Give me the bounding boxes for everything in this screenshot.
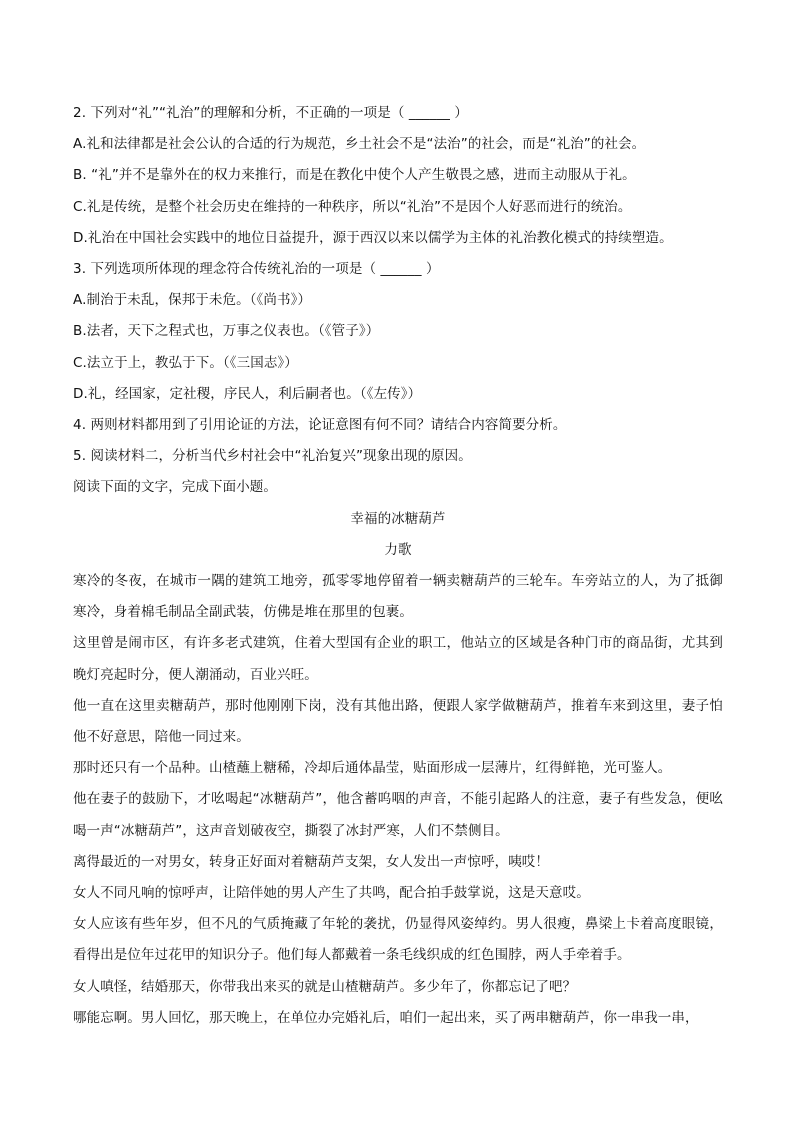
question-2-option-c: C.礼是传统，是整个社会历史在维持的一种秩序，所以“礼治”不是因个人好恶而进行的统治。 bbox=[73, 198, 632, 215]
article-paragraph: 这里曾是闹市区，有许多老式建筑，住着大型国有企业的职工，他站立的区域是各种门市的商品街，尤其到晚灯亮起时分，便人潮涌动，百业兴旺。 bbox=[73, 635, 723, 683]
article-paragraph: 他在妻子的鼓励下，才吆喝起“冰糖葫芦”，他含蓄呜咽的声音，不能引起路人的注意，妻子有些发急，便吆喝一声“冰糖葫芦”，这声音划破夜空，撕裂了冰封严寒，人们不禁侧目。 bbox=[73, 791, 723, 839]
article-title: 幸福的冰糖葫芦 bbox=[350, 510, 446, 527]
question-3-option-a: A.制治于未乱，保邦于未危。（《尚书》） bbox=[73, 292, 312, 309]
article-paragraph: 女人不同凡响的惊呼声，让陪伴她的男人产生了共鸣，配合拍手鼓掌说，这是天意哎。 bbox=[73, 885, 590, 902]
question-3-option-d: D.礼，经国家，定社稷，序民人，利后嗣者也。（《左传》） bbox=[73, 385, 422, 402]
question-3-option-b: B.法者，天下之程式也，万事之仪表也。（《管子》） bbox=[73, 323, 380, 340]
document-content bbox=[73, 98, 723, 1034]
article-paragraph: 寒冷的冬夜，在城市一隅的建筑工地旁，孤零零地停留着一辆卖糖葫芦的三轮车。车旁站立的人，为了抵御寒冷，身着棉毛制品全副武装，仿佛是堆在那里的包裹。 bbox=[73, 573, 723, 621]
article-paragraph: 离得最近的一对男女，转身正好面对着糖葫芦支架，女人发出一声惊呼，咦哎！ bbox=[73, 853, 549, 870]
question-4: 4. 两则材料都用到了引用论证的方法，论证意图有何不同？请结合内容简要分析。 bbox=[73, 417, 567, 434]
question-2-option-a: A.礼和法律都是社会公认的合适的行为规范，乡土社会不是“法治”的社会，而是“礼治”的社会。 bbox=[73, 136, 646, 153]
article-paragraph: 他一直在这里卖糖葫芦，那时他刚刚下岗，没有其他出路，便跟人家学做糖葫芦，推着车来到这里，妻子怕他不好意思，陪他一同过来。 bbox=[73, 697, 723, 746]
question-2-option-b: B. “礼”并不是靠外在的权力来推行，而是在教化中使个人产生敬畏之感，进而主动服从于礼。 bbox=[73, 167, 636, 184]
article-paragraph: 女人应该有些年岁，但不凡的气质掩藏了年轮的袭扰，仍显得风姿绰约。男人很瘦，鼻梁上卡着高度眼镜，看得出是位年过花甲的知识分子。他们每人都戴着一条毛线织成的红色围脖，两人手牵着手。 bbox=[73, 916, 723, 964]
question-2-option-d: D.礼治在中国社会实践中的地位日益提升，源于西汉以来以儒学为主体的礼治教化模式的持续塑造。 bbox=[73, 229, 673, 246]
question-3-stem: 3. 下列选项所体现的理念符合传统礼治的一项是（ ______ ） bbox=[73, 261, 440, 278]
question-2-stem: 2. 下列对“礼”“礼治”的理解和分析，不正确的一项是（ ______ ） bbox=[73, 105, 468, 121]
question-3-option-c: C.法立于上，教弘于下。（《三国志》） bbox=[73, 354, 298, 371]
article-paragraph: 女人嗔怪，结婚那天，你带我出来买的就是山楂糖葫芦。多少年了，你都忘记了吧？ bbox=[73, 978, 577, 995]
article-author: 力歌 bbox=[384, 541, 412, 558]
article-paragraph: 那时还只有一个品种。山楂蘸上糖稀，冷却后通体晶莹，贴面形成一层薄片，红得鲜艳，光可鉴人。 bbox=[73, 760, 672, 777]
reading-instruction: 阅读下面的文字，完成下面小题。 bbox=[73, 479, 277, 496]
question-5: 5. 阅读材料二，分析当代乡村社会中“礼治复兴”现象出现的原因。 bbox=[73, 448, 472, 465]
article-paragraph: 哪能忘啊。男人回忆，那天晚上，在单位办完婚礼后，咱们一起出来，买了两串糖葫芦，你一串我一串， bbox=[73, 1009, 699, 1026]
